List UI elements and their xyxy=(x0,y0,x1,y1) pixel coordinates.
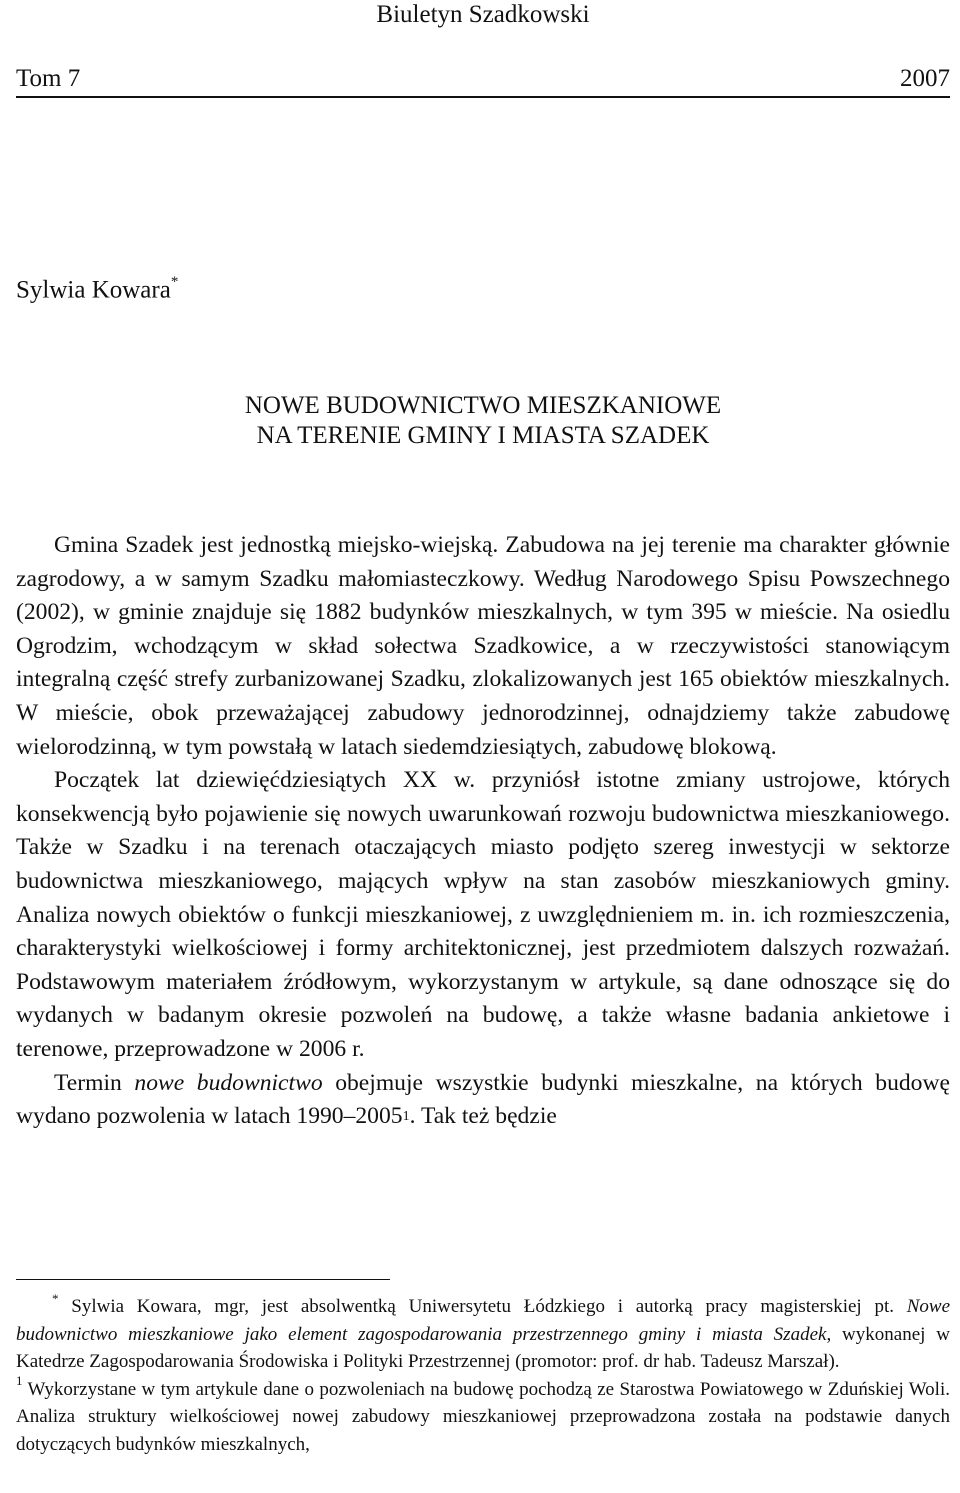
body-paragraph-1: Gmina Szadek jest jednostką miejsko-wiejską. Zabudowa na jej terenie ma charakter głównie zagrodowy, a w samym Szadku małomiasteczkowy. Według Narodowego Spisu Powszechnego (2002), w gminie znajduje się 1882 budynków mieszkalnych, w tym 395 w mieście. Na osiedlu Ogrodzim, wchodzącym w skład sołectwa Szadkowice, a w rzeczywistości stanowiącym integralną część strefy zurbanizowanej Szadku, zlokalizowanych jest 165 obiektów mieszkalnych. W mieście, obok przeważającej zabudowy jednorodzinnej, odnajdziemy także zabudowę wielorodzinną, w tym powstałą w latach siedemdziesiątych, zabudowę blokową. xyxy=(16,532,950,760)
footnote-author xyxy=(16,1290,950,1376)
author-name: Sylwia Kowara xyxy=(16,276,171,304)
body-paragraph-2: Początek lat dziewięćdziesiątych XX w. przyniósł istotne zmiany ustrojowe, których konsekwencją było pojawienie się nowych uwarunkowań rozwoju budownictwa mieszkaniowego. Także w Szadku i na terenach otaczających miasto podjęto szereg inwestycji w sektorze budownictwa mieszkaniowego, mających wpływ na stan zasobów mieszkaniowych gminy. Analiza nowych obiektów o funkcji mieszkaniowej, z uwzględnieniem m. in. ich rozmieszczenia, charakterystyki wielkościowej i formy architektonicznej, jest przedmiotem dalszych rozważań. Podstawowym materiałem źródłowym, wykorzystanym w artykule, są dane odnoszące się do wydanych w badanym okresie pozwoleń na budowę, a także własne badania ankietowe i terenowe, przeprowadzone w 2006 r. xyxy=(16,767,950,1062)
article-body xyxy=(16,529,950,1134)
article-title-line-2: NA TERENIE GMINY I MIASTA SZADEK xyxy=(256,422,710,449)
author-footnote-mark[interactable]: * xyxy=(170,274,179,290)
footnote-1 xyxy=(16,1373,950,1459)
volume-number: Tom 7 xyxy=(16,65,81,92)
author-line xyxy=(16,266,178,308)
footnote-author-text-a: Sylwia Kowara, mgr, jest absolwentką Uniwersytetu Łódzkiego i autorką pracy magisterskiej pt. xyxy=(58,1296,907,1317)
article-title xyxy=(16,391,950,451)
paragraph-3-part-c: . Tak też będzie xyxy=(409,1103,557,1130)
article-title-line-1: NOWE BUDOWNICTWO MIESZKANIOWE xyxy=(244,392,722,419)
footnote-author-text-b: , wykonanej w Katedrze Zagospodarowania Środowiska i Polityki Przestrzennej (promotor: prof. dr hab. Tadeusz Marszał). xyxy=(16,1323,950,1373)
paragraph-3-part-b: obejmuje wszystkie budynki mieszkalne, na których budowę wydano pozwolenia w latach 1990–2005 xyxy=(16,1069,950,1130)
footnote-1-text: Wykorzystane w tym artykule dane o pozwoleniach na budowę pochodzą ze Starostwa Powiatowego w Zduńskiej Woli. Analiza struktury wielkościowej nowej zabudowy mieszkaniowej przeprowadzona została na podstawie danych dotyczących budynków mieszkalnych, xyxy=(16,1378,950,1455)
footnotes xyxy=(16,1290,950,1459)
footnote-1-mark: 1 xyxy=(16,1373,23,1389)
footnote-reference-1[interactable]: 1 xyxy=(402,1109,410,1125)
volume-year: 2007 xyxy=(900,65,950,92)
footnote-separator xyxy=(16,1279,390,1280)
journal-name: Biuletyn Szadkowski xyxy=(376,1,590,28)
paragraph-3-part-a: Termin xyxy=(54,1069,135,1096)
thesis-title: Nowe budownictwo mieszkaniowe jako element zagospodarowania przestrzennego gminy i miasta Szadek xyxy=(16,1296,950,1345)
footnote-author-mark: * xyxy=(52,1290,59,1306)
header-rule xyxy=(16,96,950,98)
volume-line xyxy=(16,62,950,96)
body-paragraph-3 xyxy=(16,1067,950,1134)
italic-term: nowe budownictwo xyxy=(134,1069,323,1096)
